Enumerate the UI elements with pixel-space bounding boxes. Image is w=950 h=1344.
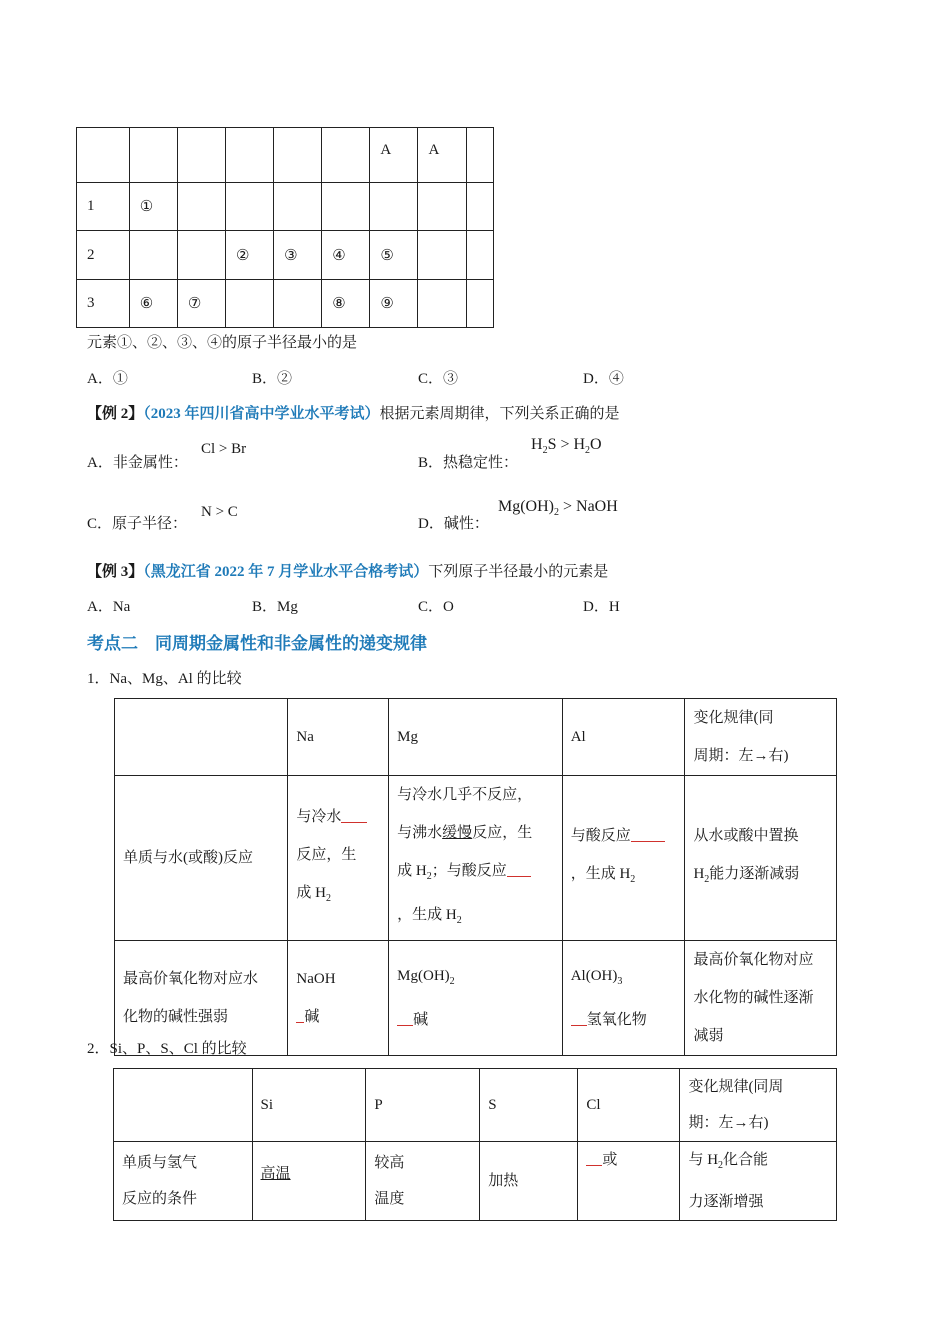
cmp1-mgoh2 <box>389 941 563 1056</box>
text-line: 从水或酸中置换 <box>693 828 799 844</box>
pt-cell <box>274 280 322 328</box>
ex2-option-a-label: A．非金属性： <box>87 455 188 471</box>
text-line: 最高价氧化物对应 <box>693 952 814 968</box>
pt-cell <box>177 183 225 231</box>
example-tag: 【例 3】 <box>87 564 144 580</box>
formula-part: > NaOH <box>559 498 618 515</box>
formula-subscript: 2 <box>585 445 591 457</box>
text-line: 反应的条件 <box>122 1191 198 1207</box>
cmp2-header-p: P <box>366 1069 480 1142</box>
cmp2-header-si: Si <box>252 1069 366 1142</box>
text-line <box>571 855 677 899</box>
ex3-option-a: A．Na <box>87 599 131 615</box>
text-line <box>296 874 380 918</box>
formula-part: Mg(OH) <box>498 498 554 515</box>
q1-option-d: D．④ <box>583 371 624 387</box>
pt-cell: ③ <box>274 231 322 280</box>
subscript: 3 <box>617 976 623 987</box>
cmp1-aloh3 <box>562 941 685 1056</box>
cmp1-title: 1．Na、Mg、Al 的比较 <box>87 671 242 687</box>
cmp1-mg-reaction <box>389 776 563 941</box>
pt-cell <box>370 183 418 231</box>
text-line: 化物的碱性强弱 <box>123 1009 229 1025</box>
answer-blank <box>631 825 665 843</box>
text: 成 H <box>397 863 427 879</box>
text: 氢氧化物 <box>586 1012 647 1028</box>
text: 或 <box>602 1152 618 1168</box>
text-line <box>397 814 554 852</box>
text-line <box>397 957 554 1001</box>
pt-cell <box>225 280 273 328</box>
text: ；与酸反应 <box>431 863 507 879</box>
formula-subscript: 2 <box>542 445 548 457</box>
answer-blank <box>507 860 531 878</box>
text-line: 变化规律(同 <box>693 710 774 726</box>
ex2-option-b-formula <box>531 436 602 456</box>
cmp1-naoh <box>288 941 389 1056</box>
text-line <box>688 1142 828 1184</box>
text: ，生成 H <box>397 907 457 923</box>
cmp2-header-rule <box>680 1069 837 1142</box>
text-line <box>261 1142 358 1192</box>
example-3-heading <box>87 560 608 581</box>
pt-cell <box>225 183 273 231</box>
subscript: 2 <box>325 893 331 904</box>
answer-blank <box>341 806 367 824</box>
example-source: （黑龙江省 2022 年 7 月学业水平合格考试） <box>143 564 429 580</box>
cmp2-row-label <box>114 1142 253 1221</box>
cmp2-rule <box>680 1142 837 1221</box>
text-line: 变化规律(同周 <box>688 1079 784 1095</box>
pt-cell: ② <box>225 231 273 280</box>
pt-cell: ⑥ <box>129 280 177 328</box>
formula-part: H <box>531 436 543 453</box>
pt-cell: ④ <box>322 231 370 280</box>
subscript: 2 <box>630 874 636 885</box>
cmp1-rule-basicity <box>685 941 837 1056</box>
cmp1-table <box>114 698 837 1056</box>
ex3-option-d: D．H <box>583 599 620 615</box>
pt-cell <box>466 128 493 183</box>
formula-subscript: 2 <box>554 507 559 519</box>
text-line: 反应，生 <box>296 847 357 863</box>
cmp1-header-empty <box>115 699 288 776</box>
text: Al(OH) <box>570 968 618 984</box>
text-line: 单质与氢气 <box>122 1155 198 1171</box>
pt-cell <box>274 128 322 183</box>
text-line: 温度 <box>374 1191 405 1207</box>
pt-cell <box>177 128 225 183</box>
pt-cell: ① <box>129 183 177 231</box>
q1-option-a: A．① <box>87 371 128 387</box>
cmp2-header-s: S <box>480 1069 578 1142</box>
periodic-table <box>76 127 494 328</box>
q1-option-b: B．② <box>252 371 293 387</box>
text: 与沸水 <box>397 825 443 841</box>
ex2-option-d-label: D．碱性： <box>418 516 489 532</box>
pt-cell <box>77 128 130 183</box>
formula-part: S > H <box>547 436 586 453</box>
text: 成 H <box>296 885 326 901</box>
example-stem: 下列原子半径最小的元素是 <box>428 564 609 580</box>
underlined-text: 缓慢 <box>442 825 473 841</box>
formula-part: O <box>590 436 602 453</box>
pt-cell <box>418 231 466 280</box>
subscript: 2 <box>449 976 455 987</box>
pt-cell <box>129 128 177 183</box>
subscript: 2 <box>426 871 432 882</box>
text-line: 最高价氧化物对应水 <box>123 971 259 987</box>
ex3-option-b: B．Mg <box>252 599 298 615</box>
answer-blank <box>586 1149 602 1167</box>
pt-cell: 3 <box>77 280 130 328</box>
text-line: 与冷水几乎不反应， <box>397 787 533 803</box>
text: H <box>693 866 705 882</box>
text-line: 周期：左→右) <box>693 748 789 764</box>
section-title: 考点二 同周期金属性和非金属性的递变规律 <box>87 634 427 654</box>
text-line: 较高 <box>374 1155 405 1171</box>
cmp2-p <box>366 1142 480 1221</box>
cmp2-table <box>113 1068 837 1221</box>
pt-cell: ⑦ <box>177 280 225 328</box>
ex2-option-b-label: B．热稳定性： <box>418 455 519 471</box>
pt-cell: ⑨ <box>370 280 418 328</box>
text: 与 H <box>688 1152 719 1168</box>
cmp1-header-rule <box>685 699 837 776</box>
pt-cell: 2 <box>77 231 130 280</box>
text-line: 水化物的碱性逐渐 <box>693 990 814 1006</box>
underlined-text: 高温 <box>260 1166 291 1182</box>
pt-cell: ⑤ <box>370 231 418 280</box>
text: 化合能 <box>723 1152 769 1168</box>
text-line: NaOH <box>296 971 336 987</box>
pt-cell <box>274 183 322 231</box>
pt-cell <box>418 280 466 328</box>
text-line <box>397 852 554 896</box>
text: 与冷水 <box>296 809 342 825</box>
subscript: 2 <box>456 915 462 926</box>
text-line <box>571 957 677 1001</box>
pt-cell <box>322 183 370 231</box>
pt-cell <box>129 231 177 280</box>
ex2-option-c-label: C．原子半径： <box>87 516 188 532</box>
pt-cell: A <box>370 128 418 183</box>
pt-cell <box>177 231 225 280</box>
ex2-option-c-formula: N > C <box>201 504 238 520</box>
ex3-option-c: C．O <box>418 599 454 615</box>
pt-cell <box>466 183 493 231</box>
text-line <box>571 817 677 855</box>
example-2-heading <box>87 402 620 423</box>
answer-blank <box>397 1009 413 1027</box>
text: 能力逐渐减弱 <box>709 866 800 882</box>
text-line <box>296 798 380 836</box>
pt-cell <box>466 280 493 328</box>
cmp2-s: 加热 <box>480 1142 578 1221</box>
cmp2-cl <box>578 1142 680 1221</box>
pt-cell: ⑧ <box>322 280 370 328</box>
text-line: 力逐渐增强 <box>688 1194 764 1210</box>
pt-cell <box>225 128 273 183</box>
cmp1-header-na: Na <box>288 699 389 776</box>
pt-cell <box>322 128 370 183</box>
cmp1-row1-label: 单质与水(或酸)反应 <box>115 776 288 941</box>
text: 碱 <box>413 1012 429 1028</box>
cmp1-rule-reaction <box>685 776 837 941</box>
text: ，生成 H <box>570 866 631 882</box>
subscript: 2 <box>704 874 710 885</box>
pt-cell <box>418 183 466 231</box>
text-line: 期：左→右) <box>688 1115 769 1131</box>
text-line <box>693 855 828 899</box>
q1-option-c: C．③ <box>418 371 459 387</box>
pt-cell <box>466 231 493 280</box>
text-line <box>397 1001 554 1039</box>
example-source: （2023 年四川省高中学业水平考试） <box>143 406 380 422</box>
text-line <box>296 998 380 1036</box>
example-stem: 根据元素周期律，下列关系正确的是 <box>379 406 620 422</box>
cmp2-header-empty <box>114 1069 253 1142</box>
cmp1-na-reaction <box>288 776 389 941</box>
text-line <box>397 896 554 940</box>
subscript: 2 <box>718 1160 724 1171</box>
cmp2-si <box>252 1142 366 1221</box>
text-line: 减弱 <box>693 1028 724 1044</box>
text-line <box>571 1001 677 1039</box>
answer-blank <box>571 1009 587 1027</box>
text: 碱 <box>304 1009 320 1025</box>
pt-cell: 1 <box>77 183 130 231</box>
ex2-option-a-formula: Cl > Br <box>201 441 247 457</box>
example-tag: 【例 2】 <box>87 406 144 422</box>
text: 反应，生 <box>472 825 533 841</box>
pt-cell: A <box>418 128 466 183</box>
text: 与酸反应 <box>570 828 631 844</box>
q1-stem: 元素①、②、③、④的原子半径最小的是 <box>87 335 358 351</box>
text: Mg(OH) <box>397 968 450 984</box>
ex2-option-d-formula <box>498 498 618 518</box>
cmp1-al-reaction <box>562 776 685 941</box>
cmp1-header-al: Al <box>562 699 685 776</box>
cmp1-header-mg: Mg <box>389 699 563 776</box>
cmp2-header-cl: Cl <box>578 1069 680 1142</box>
cmp2-title: 2．Si、P、S、Cl 的比较 <box>87 1041 247 1057</box>
text-line <box>586 1142 671 1178</box>
